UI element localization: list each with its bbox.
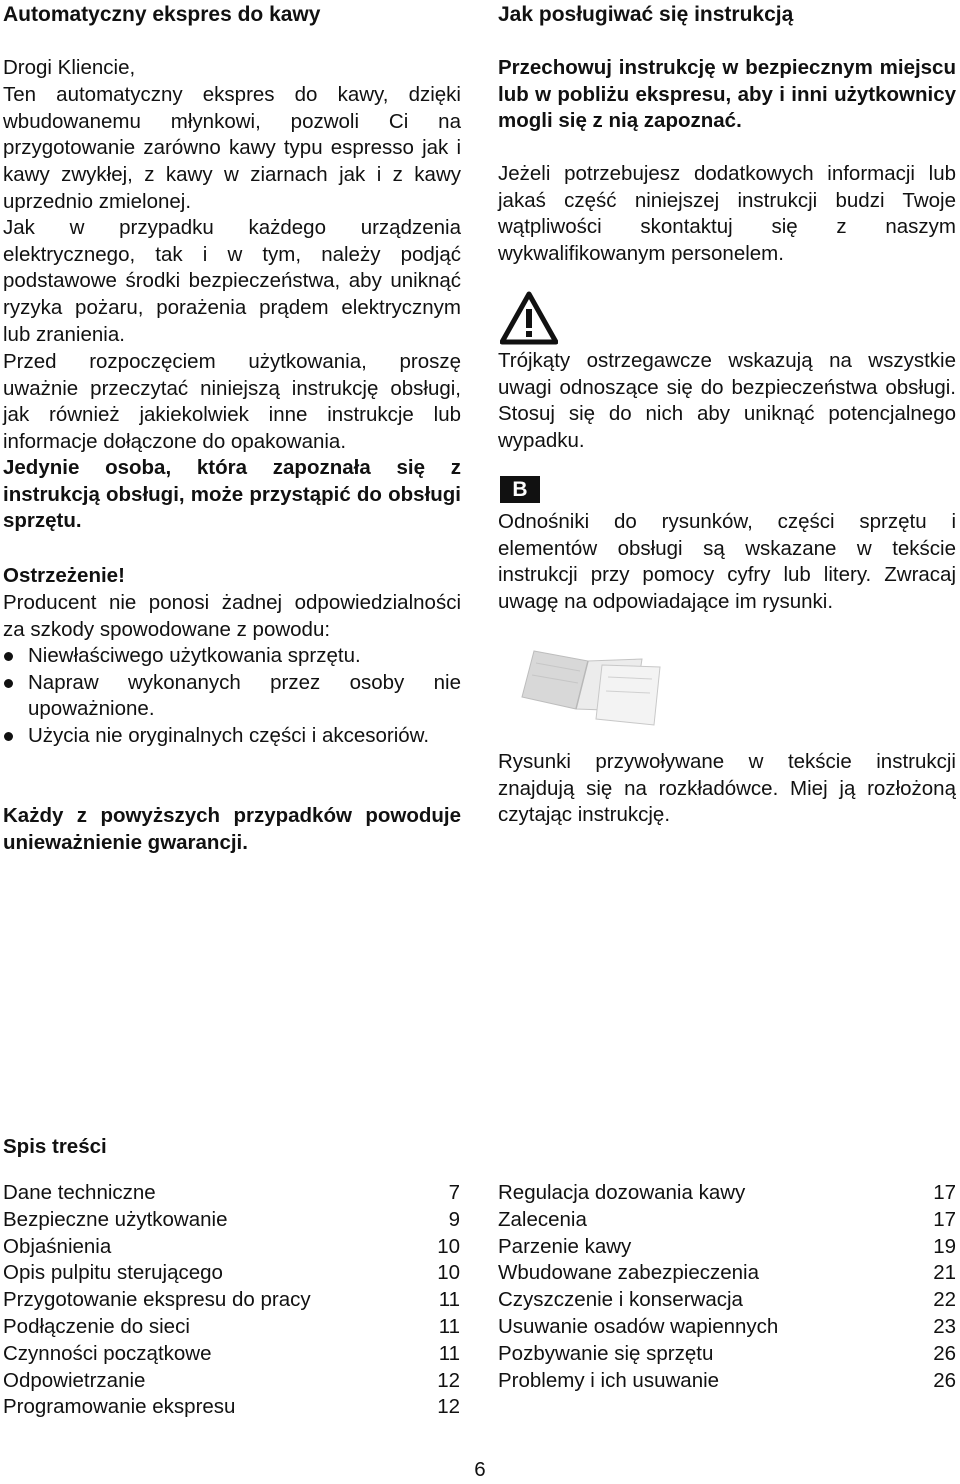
warning-list bbox=[3, 643, 461, 750]
toc-row bbox=[3, 1341, 460, 1368]
toc-label: Czyszczenie i konserwacja bbox=[498, 1288, 743, 1312]
toc-page: 11 bbox=[438, 1288, 460, 1312]
toc-label: Regulacja dozowania kawy bbox=[498, 1181, 746, 1204]
toc-page: 17 bbox=[933, 1181, 956, 1204]
toc-label: Pozbywanie się sprzętu bbox=[498, 1341, 714, 1365]
toc-row bbox=[498, 1341, 956, 1368]
toc-page: 22 bbox=[933, 1288, 956, 1312]
toc-row bbox=[498, 1287, 956, 1314]
toc-right-list bbox=[498, 1180, 956, 1394]
warning-triangle-icon bbox=[500, 291, 558, 345]
toc-label: Zalecenia bbox=[498, 1207, 587, 1231]
toc-page: 12 bbox=[437, 1368, 460, 1392]
toc-page: 11 bbox=[438, 1341, 460, 1365]
triangle-note: Trójkąty ostrzegawcze wskazują na wszystkie uwagi odnoszące się do bezpieczeństwa obsługi. Stosuj się do nich aby uniknąć potencjalnego wypadku. bbox=[498, 349, 956, 453]
read-before-paragraph: Przed rozpoczęciem użytkowania, proszę uważnie przeczytać niniejszą instrukcję obsługi, jak również jakiekolwiek inne instrukcje lub informacje dołączone do opakowania. bbox=[3, 350, 461, 454]
toc-page: 10 bbox=[437, 1234, 460, 1258]
toc-page: 9 bbox=[448, 1207, 460, 1231]
toc-label: Dane techniczne bbox=[3, 1181, 156, 1204]
toc-row bbox=[3, 1207, 460, 1234]
toc-label: Problemy i ich usuwanie bbox=[498, 1368, 720, 1392]
references-paragraph: Odnośniki do rysunków, części sprzętu i elementów obsługi są wskazane w tekście instrukcji przy pomocy cyfry lub litery. Zwracaj uwagę na odpowiadające im rysunki. bbox=[498, 510, 956, 614]
safety-paragraph: Jak w przypadku każdego urządzenia elektrycznego, tak i w tym, należy podjąć podstawowe środki bezpieczeństwa, aby uniknąć ryzyka pożaru, porażenia prądem elektrycznym lub zranienia. bbox=[3, 216, 461, 346]
toc-label: Wbudowane zabezpieczenia bbox=[498, 1261, 759, 1285]
toc-row bbox=[498, 1207, 956, 1234]
toc-row bbox=[3, 1180, 460, 1207]
toc-page: 23 bbox=[933, 1314, 956, 1338]
toc-page: 7 bbox=[448, 1181, 460, 1204]
toc-row bbox=[3, 1314, 460, 1341]
intro-paragraph: Ten automatyczny ekspres do kawy, dzięki wbudowanemu młynkowi, pozwoli Ci na przygotowanie zarówno kawy typu espresso jak i kawy zwykłej, z kawy w ziarnach jak i z kawy uprzednio zmielonej. bbox=[3, 83, 461, 213]
toc-label: Programowanie ekspresu bbox=[3, 1395, 236, 1419]
list-item: Napraw wykonanych przez osoby nie upoważnione. bbox=[3, 670, 461, 723]
drawings-note: Rysunki przywoływane w tekście instrukcji znajdują się na rozkładówce. Miej ją rozłożoną czytając instrukcję. bbox=[498, 750, 956, 827]
list-item: Niewłaściwego użytkowania sprzętu. bbox=[3, 643, 461, 670]
toc-label: Opis pulpitu sterującego bbox=[3, 1261, 223, 1285]
only-person-paragraph: Jedynie osoba, która zapoznała się z instrukcją obsługi, może przystąpić do obsługi sprzętu. bbox=[3, 456, 461, 533]
toc-label: Bezpieczne użytkowanie bbox=[3, 1207, 228, 1231]
toc-left-list bbox=[3, 1180, 460, 1421]
toc-row bbox=[498, 1368, 956, 1395]
toc-page: 19 bbox=[933, 1234, 956, 1258]
contact-paragraph: Jeżeli potrzebujesz dodatkowych informacji lub jakaś część niniejszej instrukcji budzi Twoje wątpliwości skontaktuj się z naszym wykwalifikowanym personelem. bbox=[498, 162, 956, 266]
section-title-coffee-machine: Automatyczny ekspres do kawy bbox=[3, 3, 321, 26]
toc-label: Parzenie kawy bbox=[498, 1234, 632, 1258]
toc-row bbox=[498, 1260, 956, 1287]
toc-row bbox=[3, 1394, 460, 1421]
toc-page: 26 bbox=[933, 1368, 956, 1392]
toc-page: 17 bbox=[933, 1207, 956, 1231]
toc-page: 26 bbox=[933, 1341, 956, 1365]
toc-page: 10 bbox=[437, 1261, 460, 1285]
folded-leaflet-icon bbox=[516, 643, 666, 733]
page-number: 6 bbox=[474, 1458, 486, 1481]
toc-label: Usuwanie osadów wapiennych bbox=[498, 1314, 779, 1338]
toc-page: 12 bbox=[437, 1395, 460, 1419]
keep-instructions-paragraph: Przechowuj instrukcję w bezpiecznym miejscu lub w pobliżu ekspresu, aby i inni użytkownicy mogli się z nią zapoznać. bbox=[498, 56, 956, 133]
toc-row bbox=[498, 1180, 956, 1207]
toc-label: Odpowietrzanie bbox=[3, 1368, 146, 1392]
toc-row bbox=[3, 1368, 460, 1395]
closing-paragraph: Każdy z powyższych przypadków powoduje unieważnienie gwarancji. bbox=[3, 804, 461, 854]
list-item: Użycia nie oryginalnych części i akcesoriów. bbox=[3, 723, 461, 750]
toc-row bbox=[3, 1260, 460, 1287]
toc-row bbox=[3, 1234, 460, 1261]
greeting: Drogi Kliencie, bbox=[3, 56, 136, 79]
section-title-how-to-use: Jak posługiwać się instrukcją bbox=[498, 3, 794, 26]
toc-heading: Spis treści bbox=[3, 1135, 107, 1158]
toc-row bbox=[498, 1314, 956, 1341]
toc-page: 21 bbox=[933, 1261, 956, 1285]
toc-label: Przygotowanie ekspresu do pracy bbox=[3, 1288, 311, 1312]
toc-row bbox=[3, 1287, 460, 1314]
toc-label: Objaśnienia bbox=[3, 1234, 112, 1258]
warning-heading: Ostrzeżenie! bbox=[3, 564, 125, 587]
toc-label: Podłączenie do sieci bbox=[3, 1314, 190, 1338]
toc-label: Czynności początkowe bbox=[3, 1341, 212, 1365]
toc-row bbox=[498, 1234, 956, 1261]
warning-text: Producent nie ponosi żadnej odpowiedzialności za szkody spowodowane z powodu: bbox=[3, 591, 461, 641]
reference-letter-badge: B bbox=[500, 476, 540, 503]
toc-page: 11 bbox=[438, 1314, 460, 1338]
